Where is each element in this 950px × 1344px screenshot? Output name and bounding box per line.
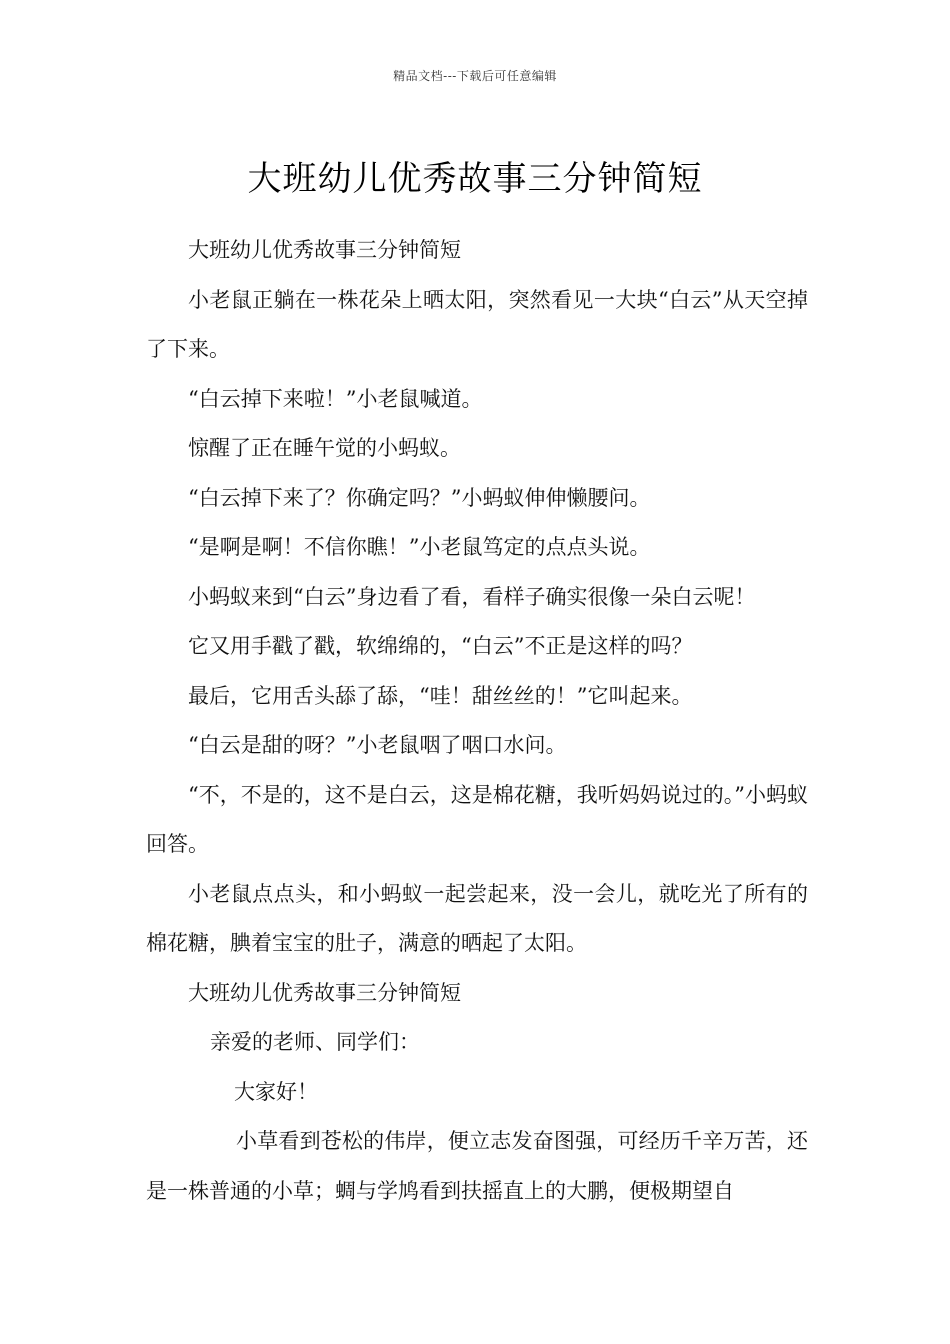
paragraph-subtitle: 大班幼儿优秀故事三分钟简短 bbox=[188, 238, 461, 262]
paragraph: “白云掉下来了？你确定吗？”小蚂蚁伸伸懒腰问。 bbox=[188, 485, 651, 510]
paragraph: “不，不是的，这不是白云，这是棉花糖，我听妈妈说过的。”小蚂蚁回答。 bbox=[146, 782, 808, 856]
document-title: 大班幼儿优秀故事三分钟简短 bbox=[247, 158, 703, 199]
paragraph-greeting: 亲爱的老师、同学们： bbox=[210, 1030, 420, 1054]
paragraph: “白云掉下来啦！”小老鼠喊道。 bbox=[188, 386, 483, 411]
paragraph: 它又用手戳了戳，软绵绵的，“白云”不正是这样的吗？ bbox=[188, 634, 693, 658]
paragraph: “白云是甜的呀？”小老鼠咽了咽口水问。 bbox=[188, 733, 567, 757]
document-body bbox=[146, 226, 808, 1216]
paragraph: 小草看到苍松的伟岸，便立志发奋图强，可经历千辛万苦，还是一株普通的小草；蜩与学鸠看到扶摇直上的大鹏，便极期望自 bbox=[146, 1129, 808, 1203]
paragraph: 小老鼠点点头，和小蚂蚁一起尝起来，没一会儿，就吃光了所有的棉花糖，腆着宝宝的肚子，满意的晒起了太阳。 bbox=[146, 881, 808, 955]
paragraph: 惊醒了正在睡午觉的小蚂蚁。 bbox=[188, 436, 461, 460]
paragraph: 小蚂蚁来到“白云”身边看了看，看样子确实很像一朵白云呢！ bbox=[188, 584, 756, 609]
paragraph-greeting: 大家好！ bbox=[234, 1079, 318, 1104]
paragraph-subtitle: 大班幼儿优秀故事三分钟简短 bbox=[188, 980, 461, 1005]
paragraph: 最后，它用舌头舔了舔，“哇！甜丝丝的！”它叫起来。 bbox=[188, 683, 693, 708]
header-note: 精品文档---下载后可任意编辑 bbox=[393, 69, 557, 83]
paragraph: “是啊是啊！不信你瞧！”小老鼠笃定的点点头说。 bbox=[188, 535, 651, 559]
paragraph: 小老鼠正躺在一株花朵上晒太阳，突然看见一大块“白云”从天空掉了下来。 bbox=[146, 287, 808, 361]
